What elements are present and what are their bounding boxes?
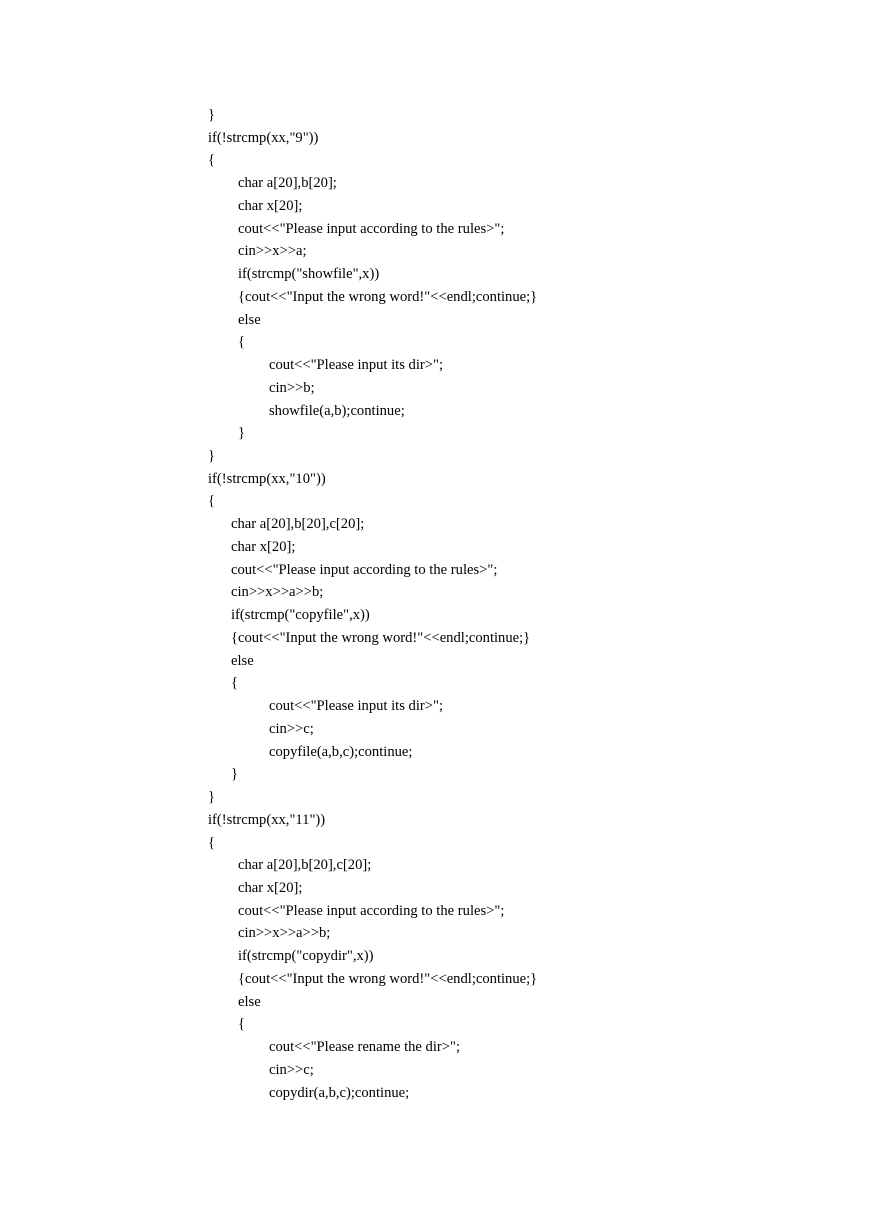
code-line: if(strcmp("showfile",x)) bbox=[238, 266, 380, 283]
code-line: } bbox=[208, 789, 216, 806]
code-listing bbox=[208, 104, 808, 1104]
code-line: if(!strcmp(xx,"9")) bbox=[208, 129, 319, 146]
code-line: } bbox=[231, 766, 239, 783]
code-line: if(!strcmp(xx,"11")) bbox=[208, 811, 326, 828]
code-line: copyfile(a,b,c);continue; bbox=[269, 743, 413, 760]
code-line: } bbox=[208, 448, 216, 465]
code-line: { bbox=[208, 493, 216, 510]
code-line: cin>>b; bbox=[269, 379, 315, 396]
code-line: if(strcmp("copyfile",x)) bbox=[231, 607, 370, 624]
code-line: { bbox=[208, 834, 216, 851]
code-line: {cout<<"Input the wrong word!"<<endl;continue;} bbox=[238, 288, 538, 305]
code-line: cin>>c; bbox=[269, 720, 314, 737]
code-line: cin>>x>>a; bbox=[238, 243, 307, 260]
code-line: cout<<"Please input its dir>"; bbox=[269, 357, 444, 374]
code-line: cin>>x>>a>>b; bbox=[238, 925, 331, 942]
code-line: else bbox=[238, 311, 261, 328]
code-line: cout<<"Please rename the dir>"; bbox=[269, 1039, 460, 1056]
code-line: if(strcmp("copydir",x)) bbox=[238, 948, 374, 965]
code-line: { bbox=[231, 675, 239, 692]
code-line: char x[20]; bbox=[238, 879, 303, 896]
code-line: cout<<"Please input its dir>"; bbox=[269, 698, 444, 715]
code-line: copydir(a,b,c);continue; bbox=[269, 1084, 410, 1101]
code-line: { bbox=[238, 1016, 246, 1033]
code-line: char x[20]; bbox=[238, 197, 303, 214]
code-line: {cout<<"Input the wrong word!"<<endl;continue;} bbox=[231, 629, 531, 646]
code-line: { bbox=[238, 334, 246, 351]
code-line: { bbox=[208, 152, 216, 169]
code-line: showfile(a,b);continue; bbox=[269, 402, 405, 419]
code-line: if(!strcmp(xx,"10")) bbox=[208, 470, 326, 487]
code-line: char x[20]; bbox=[231, 538, 296, 555]
code-line: cin>>x>>a>>b; bbox=[231, 584, 324, 601]
code-line: cout<<"Please input according to the rules>"; bbox=[231, 561, 498, 578]
code-line: } bbox=[208, 107, 216, 123]
code-line: {cout<<"Input the wrong word!"<<endl;continue;} bbox=[238, 970, 538, 987]
code-line: cin>>c; bbox=[269, 1061, 314, 1078]
code-line: cout<<"Please input according to the rules>"; bbox=[238, 902, 505, 919]
code-line: cout<<"Please input according to the rules>"; bbox=[238, 220, 505, 237]
code-line: } bbox=[238, 425, 246, 442]
code-line: else bbox=[238, 993, 261, 1010]
code-line: char a[20],b[20],c[20]; bbox=[238, 857, 372, 874]
code-line: char a[20],b[20],c[20]; bbox=[231, 516, 365, 533]
code-line: else bbox=[231, 652, 254, 669]
code-line: char a[20],b[20]; bbox=[238, 175, 337, 192]
